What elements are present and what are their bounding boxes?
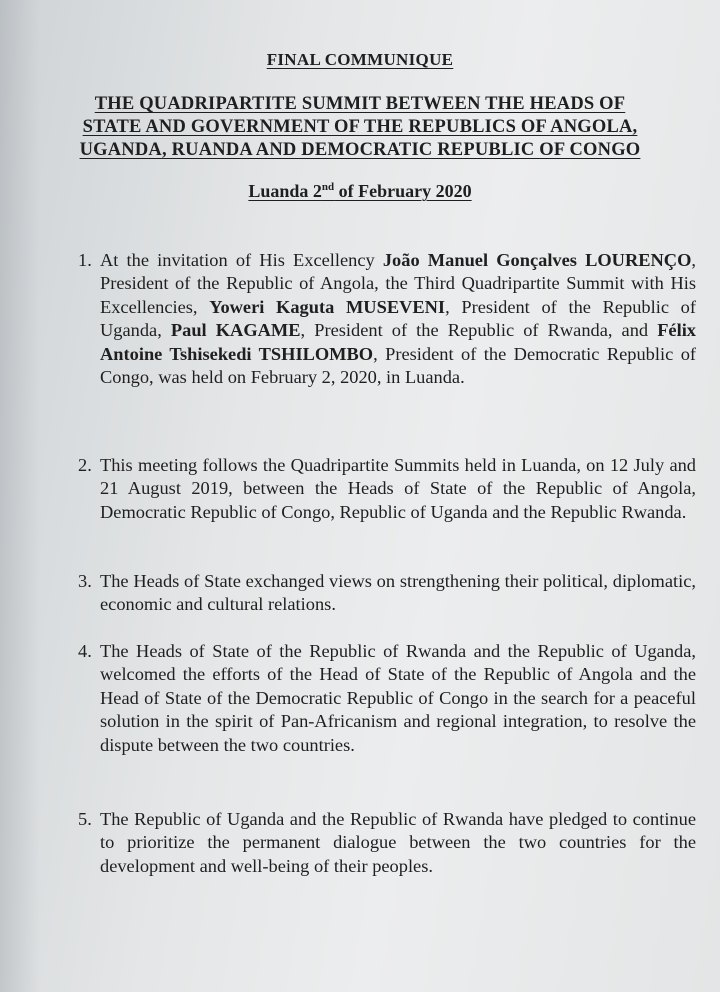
paragraph-2	[78, 454, 696, 524]
paragraph-number: 4.	[78, 641, 92, 661]
paragraph-number: 1.	[78, 250, 92, 270]
paragraph-text	[100, 249, 696, 389]
text-run: At the invitation of His Excellency	[100, 250, 383, 270]
date-prefix: Luanda 2	[248, 181, 322, 201]
summit-heading-line-1: THE QUADRIPARTITE SUMMIT BETWEEN THE HEADS OF	[94, 94, 626, 114]
paragraph-text: The Heads of State exchanged views on strengthening their political, diplomatic, economic and cultural relations.	[100, 571, 696, 615]
text-run: , President of the Democratic Republic of Congo, was held on February 2, 2020, in Luanda.	[100, 343, 697, 388]
paragraph-3	[78, 570, 696, 617]
paragraph-number: 5.	[78, 809, 92, 829]
date-line	[0, 181, 720, 202]
text-run: , President of the Republic of Uganda,	[100, 296, 696, 341]
communique-title: FINAL COMMUNIQUE	[266, 50, 454, 69]
paragraph-1	[78, 249, 696, 389]
name-museveni: Yoweri Kaguta MUSEVENI	[209, 296, 446, 317]
text-run: , President of the Republic of Rwanda, and	[300, 320, 658, 341]
date-ordinal-suffix: nd	[321, 181, 335, 193]
paragraph-text: This meeting follows the Quadripartite Summits held in Luanda, on 12 July and 21 August 2019, between the Heads of State of the Republic of Angola, Democratic Republic of Congo, Republic of Uganda and the Republic Rwanda.	[100, 455, 696, 522]
paragraph-number: 3.	[78, 571, 92, 591]
paragraph-text: The Republic of Uganda and the Republic of Rwanda have pledged to continue to prioritize the permanent dialogue between the two countries for the development and well-being of their peoples.	[100, 809, 696, 876]
summit-heading	[0, 93, 720, 162]
summit-heading-line-2: STATE AND GOVERNMENT OF THE REPUBLICS OF ANGOLA,	[82, 117, 638, 137]
paragraph-number: 2.	[78, 455, 92, 475]
name-tshisekedi: Félix Antoine Tshisekedi TSHILOMBO	[100, 320, 696, 364]
summit-heading-line-3: UGANDA, RUANDA AND DEMOCRATIC REPUBLIC OF CONGO	[79, 140, 641, 160]
paragraph-4	[78, 640, 696, 757]
date-suffix: of February 2020	[334, 181, 472, 201]
paragraph-text: The Heads of State of the Republic of Rwanda and the Republic of Uganda, welcomed the efforts of the Head of State of the Republic of Angola and the Head of State of the Democratic Republic of Congo in the search for a peaceful solution in the spirit of Pan-Africanism and regional integration, to resolve the dispute between the two countries.	[100, 641, 696, 755]
name-kagame: Paul KAGAME	[170, 320, 301, 341]
text-run: , President of the Republic of Angola, the Third Quadripartite Summit with His Excellencies,	[100, 250, 696, 317]
name-lourenco: João Manuel Gonçalves LOURENÇO	[382, 250, 692, 270]
paragraph-5	[78, 808, 696, 878]
